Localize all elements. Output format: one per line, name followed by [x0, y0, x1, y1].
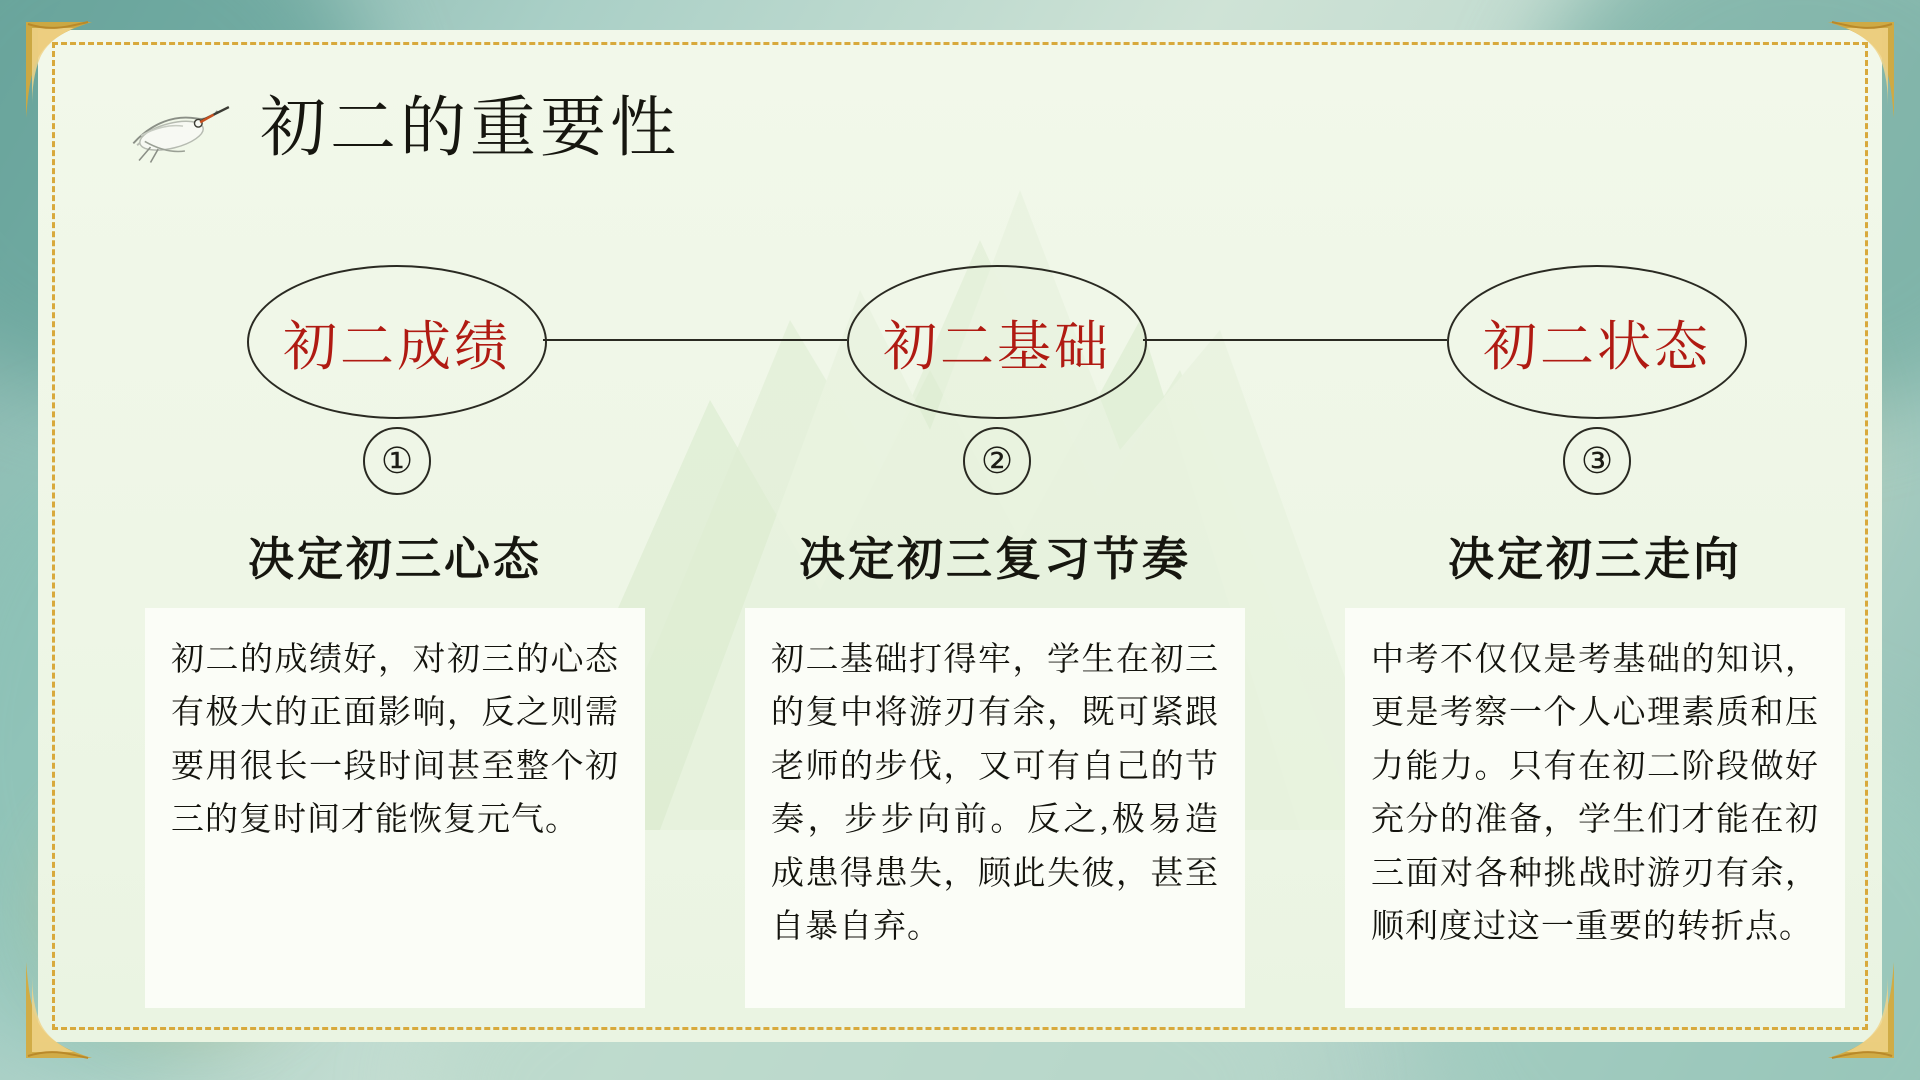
column-heading-2: 决定初三复习节奏: [799, 534, 1191, 585]
column-heading-3: 决定初三走向: [1448, 534, 1742, 585]
content-panel: [38, 30, 1882, 1042]
diagram-node-label: 初二状态: [1483, 316, 1711, 377]
diagram-node-3[interactable]: [1447, 265, 1747, 419]
diagram-node-label: 初二基础: [883, 316, 1111, 377]
diagram-node-label: 初二成绩: [283, 316, 511, 377]
step-number-1: ①: [363, 427, 431, 495]
page-title: 初二的重要性: [260, 92, 680, 165]
diagram-node-1[interactable]: [247, 265, 547, 419]
column-heading-1: 决定初三心态: [248, 534, 542, 585]
column-body-card-3: 中考不仅仅是考基础的知识，更是考察一个人心理素质和压力能力。只有在初二阶段做好充分的准备，学生们才能在初三面对各种挑战时游刃有余，顺利度过这一重要的转折点。: [1345, 608, 1845, 1008]
process-diagram: [38, 265, 1920, 515]
step-number-3: ③: [1563, 427, 1631, 495]
column-body-card-2: 初二基础打得牢，学生在初三的复中将游刃有余，既可紧跟老师的步伐，又可有自己的节奏，步步向前。反之,极易造成患得患失，顾此失彼，甚至自暴自弃。: [745, 608, 1245, 1008]
crane-bird-icon: [124, 86, 242, 172]
step-number-2: ②: [963, 427, 1031, 495]
diagram-node-2[interactable]: [847, 265, 1147, 419]
column-body-card-1: 初二的成绩好，对初三的心态有极大的正面影响，反之则需要用很长一段时间甚至整个初三的复时间才能恢复元气。: [145, 608, 645, 1008]
title-row: [124, 86, 680, 172]
